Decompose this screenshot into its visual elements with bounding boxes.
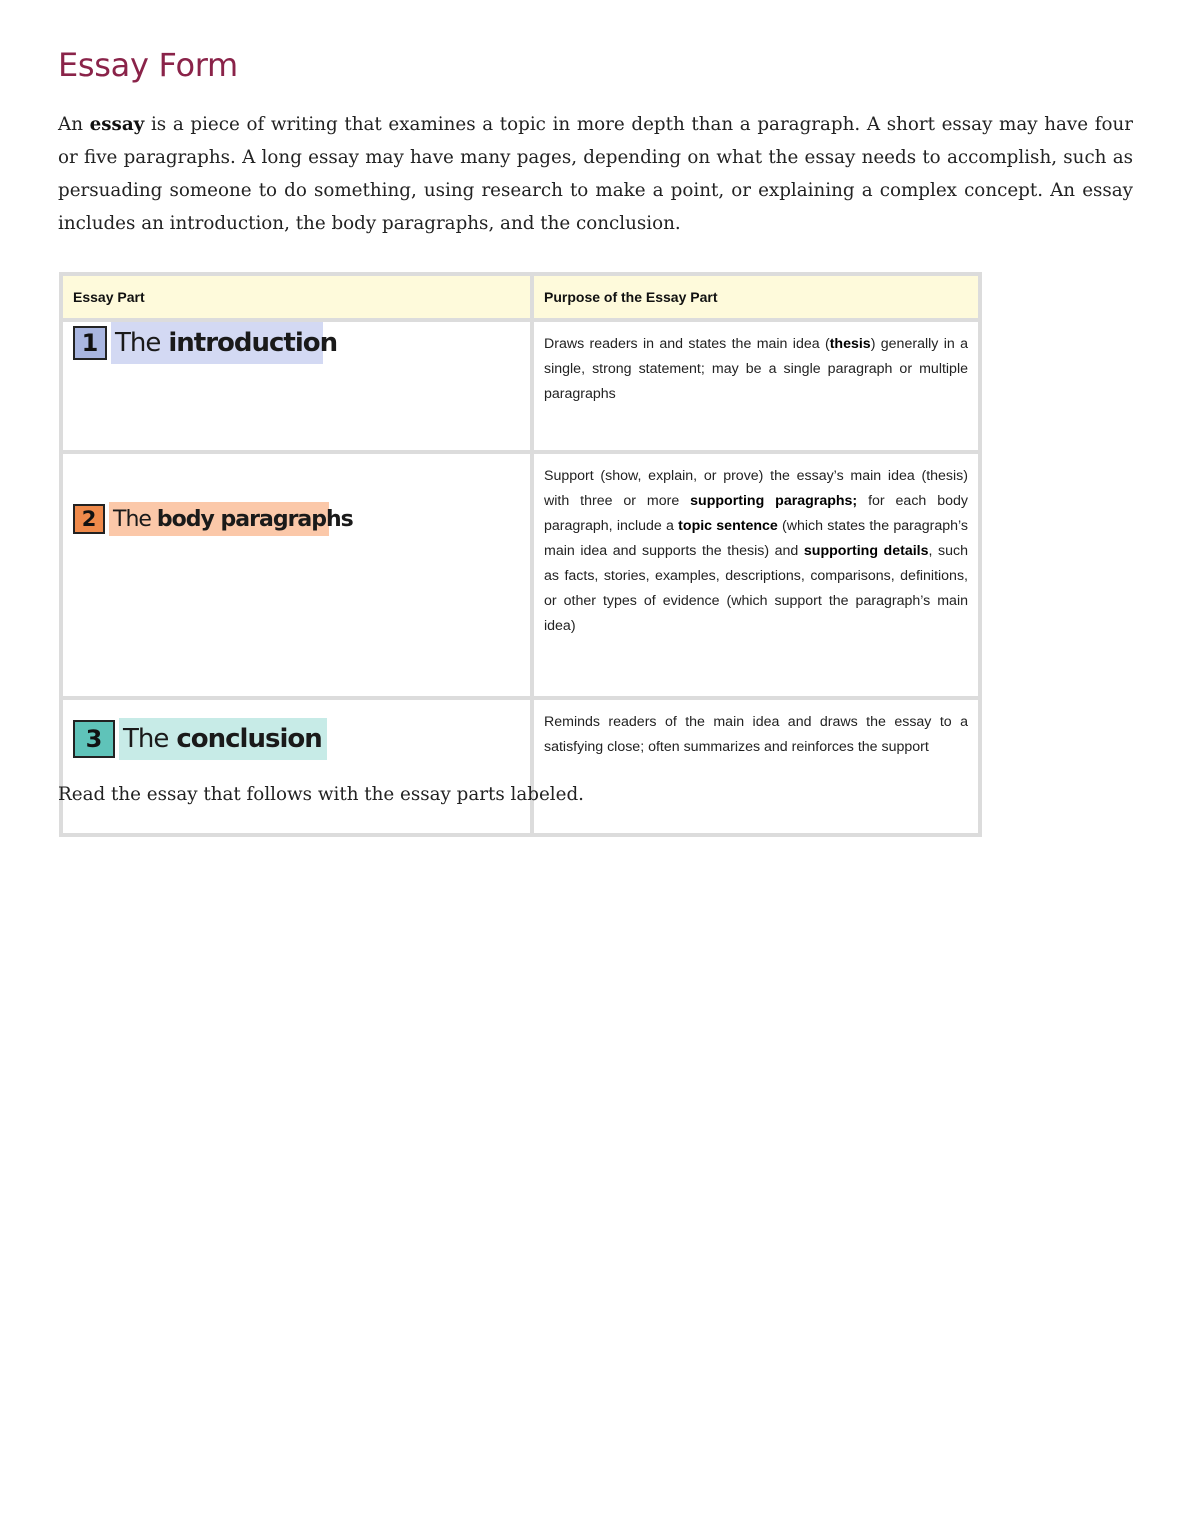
purpose-text: for each body paragraph, include a	[544, 493, 968, 534]
part-name-chip	[109, 502, 353, 536]
part-name-chip	[111, 322, 338, 364]
purpose-keyword: thesis	[829, 336, 871, 352]
part-label-cell	[63, 322, 530, 450]
purpose-keyword: supporting details	[803, 543, 929, 559]
part-label-body-paragraphs	[73, 498, 353, 540]
purpose-text: Reminds readers of the main idea and draws the essay to a satisfying close; often summarizes and reinforces the support	[544, 714, 968, 755]
header-essay-part: Essay Part	[63, 276, 530, 318]
intro-text-start: An	[58, 114, 90, 135]
table-header-row	[63, 276, 978, 318]
purpose-text: , such as facts, stories, examples, descriptions, comparisons, definitions, or other types of evidence (which support the paragraph’s main idea)	[544, 543, 969, 634]
purpose-keyword: topic sentence	[678, 518, 778, 534]
part-label-introduction	[73, 322, 338, 364]
table-row	[63, 700, 978, 833]
intro-text-rest: is a piece of writing that examines a topic in more depth than a paragraph. A short essay may have four or five paragraphs. A long essay may have many pages, depending on what the essay needs to accomplish, such as persuading someone to do something, using research to make a point, or explaining a complex concept. An essay includes an introduction, the body paragraphs, and the conclusion.	[58, 114, 1133, 234]
purpose-text: Support (show, explain, or prove) the essay’s main idea (thesis) with three or more	[544, 468, 968, 509]
intro-paragraph	[58, 108, 1133, 240]
table-row	[63, 454, 978, 696]
part-name-prefix: The	[123, 724, 169, 754]
part-number-badge: 1	[73, 326, 107, 360]
part-name-prefix: The	[115, 328, 161, 358]
part-name-chip	[119, 718, 327, 760]
purpose-cell	[534, 454, 978, 696]
part-number-badge: 3	[73, 720, 115, 758]
header-purpose: Purpose of the Essay Part	[534, 276, 978, 318]
purpose-text: (which states the paragraph’s main idea and supports the thesis) and	[544, 518, 968, 559]
purpose-cell	[534, 322, 978, 450]
purpose-text: Draws readers in and states the main idea (	[544, 336, 830, 352]
part-number-badge: 2	[73, 504, 105, 534]
page-title: Essay Form	[58, 46, 238, 84]
intro-term-essay: essay	[89, 114, 145, 135]
table-row	[63, 322, 978, 450]
part-name-bold: conclusion	[176, 724, 322, 754]
part-name-bold: body paragraphs	[156, 506, 353, 532]
essay-parts-table	[59, 272, 982, 837]
outro-paragraph: Read the essay that follows with the essay parts labeled.	[58, 784, 584, 805]
purpose-keyword: supporting paragraphs;	[690, 493, 858, 509]
purpose-text: ) generally in a single, strong statement; may be a single paragraph or multiple paragraphs	[544, 336, 968, 402]
purpose-cell	[534, 700, 978, 833]
part-label-cell	[63, 454, 530, 696]
part-name-bold: introduction	[168, 328, 338, 358]
part-name-prefix: The	[113, 506, 151, 532]
part-label-cell	[63, 700, 530, 833]
part-label-conclusion	[73, 718, 327, 760]
